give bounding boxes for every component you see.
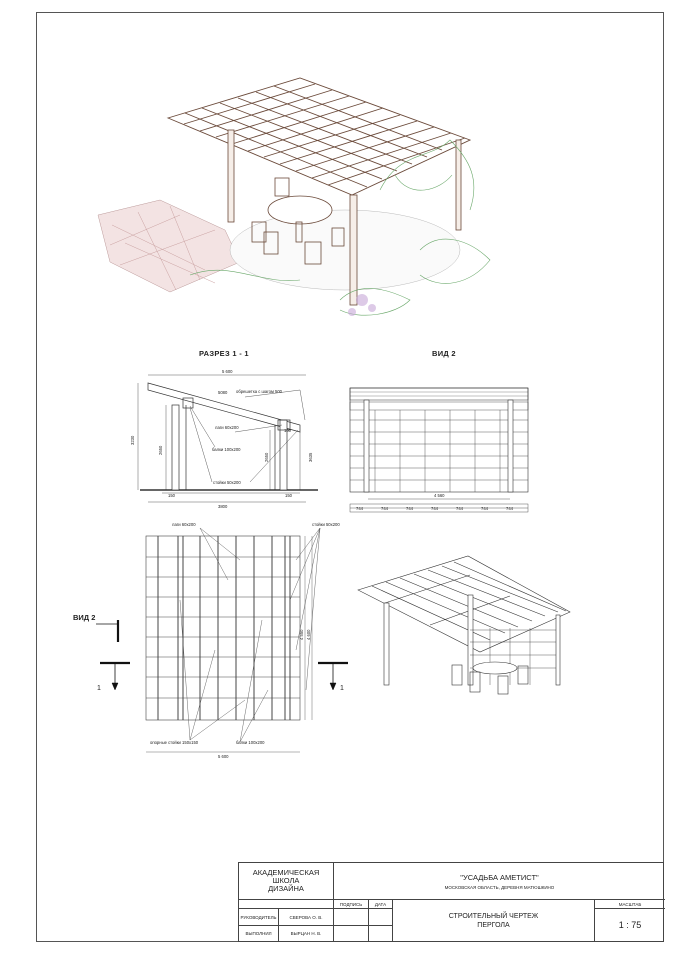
row2-name: ВЫРЦАН Н. В. xyxy=(279,926,334,941)
plan-note-lags: лаги 60х200 xyxy=(172,522,196,527)
plan-note-support-posts: опорные стойки 150х150 xyxy=(150,740,199,745)
view-2-dim-texts xyxy=(356,493,514,511)
school-line-1: АКАДЕМИЧЕСКАЯ xyxy=(252,868,320,877)
plan-note-beams: балки 100х200 xyxy=(236,740,265,745)
school-line-2: ШКОЛА xyxy=(272,876,300,885)
table xyxy=(268,196,332,224)
col-sign: ПОДПИСЬ xyxy=(334,900,369,909)
perspective-sketch-bottom xyxy=(358,556,570,694)
section-title: РАЗРЕЗ 1 - 1 xyxy=(199,349,249,358)
dim-bottom-right: 150 xyxy=(285,493,292,498)
cut-label-left: 1 xyxy=(97,685,101,692)
view2-title: ВИД 2 xyxy=(432,349,456,358)
dim-bay-4: 744 xyxy=(431,506,438,511)
note-cladding: обрешетка с шагом 500 xyxy=(236,389,283,394)
dim-overall-width: 5 600 xyxy=(222,369,233,374)
row2-role: ВЫПОЛНИЛ xyxy=(239,926,279,941)
project-location: МОСКОВСКАЯ ОБЛАСТЬ, ДЕРЕВНЯ МАТЮШКИНО xyxy=(444,884,555,890)
project-block xyxy=(334,863,665,900)
plan-drawing xyxy=(146,528,320,752)
dim-height-right: 2650 xyxy=(264,452,269,462)
school-line-3: ДИЗАЙНА xyxy=(268,884,304,893)
scale-value: 1 : 75 xyxy=(618,920,642,930)
dim-view2-total: 4 560 xyxy=(434,493,445,498)
dim-bay-5: 744 xyxy=(456,506,463,511)
dim-bay-2: 744 xyxy=(381,506,388,511)
title-block xyxy=(238,862,664,942)
dim-height-right-total: 3635 xyxy=(308,452,313,462)
plan-dim-depth-inner: 4 550 xyxy=(299,629,304,640)
plan-dim-depth-outer: 4 600 xyxy=(306,629,311,640)
row1-name: СВЕРОВА О. В. xyxy=(279,909,334,926)
dim-bay-6: 744 xyxy=(481,506,488,511)
dim-rafter-length: 5080 xyxy=(218,390,228,395)
dim-height-left: 3230 xyxy=(130,435,135,445)
scale-label: МАСШТАБ xyxy=(595,900,665,909)
dim-bay-3: 744 xyxy=(406,506,413,511)
plan-dim-width: 5 600 xyxy=(218,754,229,759)
cut-label-right: 1 xyxy=(340,685,344,692)
dim-side-h: 100 xyxy=(284,428,291,433)
dim-bay-1: 744 xyxy=(356,506,363,511)
paving-tiles xyxy=(98,200,240,292)
dim-height-left-inner: 2650 xyxy=(158,445,163,455)
dim-bay-7: 744 xyxy=(506,506,513,511)
note-posts: стойки 50х200 xyxy=(213,480,241,485)
note-lags: лаги 60х200 xyxy=(215,425,239,430)
drawing-title xyxy=(393,900,595,941)
perspective-sketch-top xyxy=(98,78,470,305)
project-name: "УСАДЬБА АМЕТИСТ" xyxy=(460,872,539,882)
drawing-title-line-2: ПЕРГОЛА xyxy=(477,921,510,929)
plan-note-posts: стойки 50х200 xyxy=(312,522,340,527)
drawing-title-line-1: СТРОИТЕЛЬНЫЙ ЧЕРТЕЖ xyxy=(448,912,539,920)
school-name xyxy=(239,863,334,900)
plan-view2-label: ВИД 2 xyxy=(73,613,96,622)
note-beams: балки 100х200 xyxy=(212,447,241,452)
roof-lattice xyxy=(168,78,470,195)
col-date: ДАТА xyxy=(369,900,393,909)
row1-role: РУКОВОДИТЕЛЬ xyxy=(239,909,279,926)
dim-bottom-inner: 3800 xyxy=(218,504,228,509)
dim-bottom-left: 150 xyxy=(168,493,175,498)
